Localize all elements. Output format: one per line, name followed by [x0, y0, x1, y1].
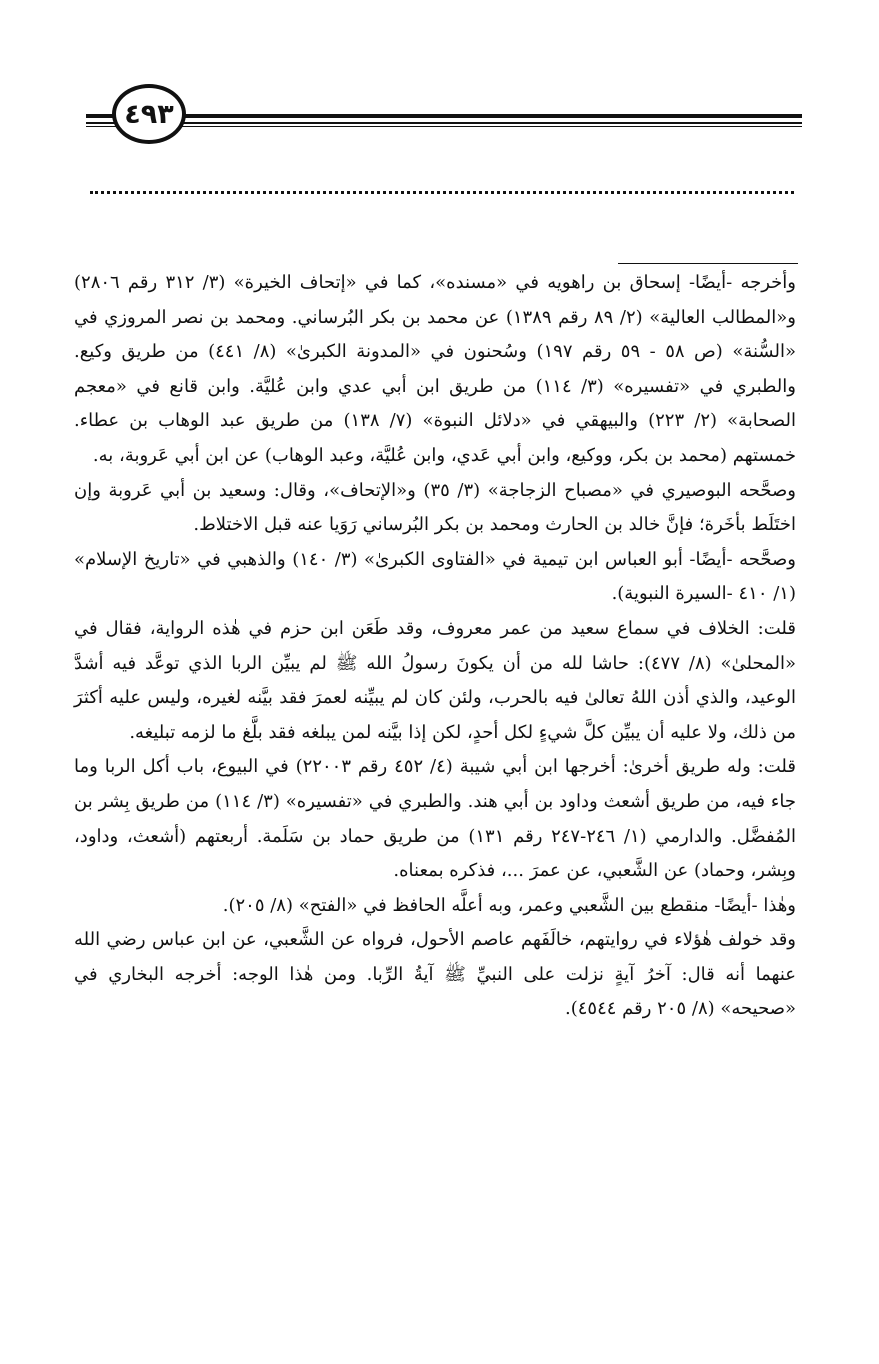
paragraph: وأخرجه -أيضًا- إسحاق بن راهويه في «مسنده»، كما في «إتحاف الخيرة» (٣/ ٣١٢ رقم ٢٨٠٦) و«المطالب العالية» (٢/ ٨٩ رقم ١٣٨٩) عن محمد بن بكر البُرساني. ومحمد بن نصر المروزي في «السُّنة» (ص ٥٨ - ٥٩ رقم ١٩٧) وسُحنون في «المدونة الكبرىٰ» (٨/ ٤٤١) من طريق وكيع. والطبري في «تفسيره» (٣/ ١١٤) من طريق ابن أبي عدي وابن عُليَّة. وابن قانع في «معجم الصحابة» (٢/ ٢٢٣) والبيهقي في «دلائل النبوة» (٧/ ١٣٨) من طريق عبد الوهاب بن عطاء. خمستهم (محمد بن بكر، ووكيع، وابن أبي عَدي، وابن عُليَّة، وعبد الوهاب) عن ابن أبي عَروبة، به. — [74, 272, 796, 466]
header-rule-thick — [86, 114, 802, 118]
paragraph: قلت: وله طريق أخرىٰ: أخرجها ابن أبي شيبة (٤/ ٤٥٢ رقم ٢٢٠٠٣) في البيوع، باب أكل الربا وما جاء فيه، من طريق أشعث وداود بن أبي هند. والطبري في «تفسيره» (٣/ ١١٤) من طريق بِشر بن المُفضَّل. والدارمي (١/ ٢٤٦-٢٤٧ رقم ١٣١) من طريق حماد بن سَلَمة. أربعتهم (أشعث، وداود، وبِشر، وحماد) عن الشَّعبي، عن عمرَ ...، فذكره بمعناه. — [74, 756, 796, 882]
page-number: ٤٩٣ — [124, 98, 174, 130]
paragraph: وهٰذا -أيضًا- منقطع بين الشَّعبي وعمر، وبه أعلَّه الحافظ في «الفتح» (٨/ ٢٠٥). — [222, 894, 796, 916]
paragraph: قلت: الخلاف في سماع سعيد من عمر معروف، وقد طَعَن ابن حزم في هٰذه الرواية، فقال في «المحلىٰ» (٨/ ٤٧٧): حاشا لله من أن يكونَ رسولُ الله ﷺ لم يبيِّن الربا الذي توعَّد فيه أشدَّ الوعيد، والذي أذن اللهُ تعالىٰ فيه بالحرب، ولئن كان لم يبيِّنه لعمرَ فقد بيَّنه لغيره، وليس عليه أكثرَ من ذلك، ولا عليه أن يبيِّن كلَّ شيءٍ لكل أحدٍ، لكن إذا بيَّنه لمن يبلغه فقد بلَّغ ما لزمه تبليغه. — [74, 617, 796, 743]
paragraph: وصحَّحه -أيضًا- أبو العباس ابن تيمية في «الفتاوى الكبرىٰ» (٣/ ١٤٠) والذهبي في «تاريخ الإسلام» (١/ ٤١٠ -السيرة النبوية). — [74, 548, 796, 605]
footnote-text — [74, 266, 796, 1027]
dotted-separator — [90, 191, 794, 194]
paragraph: وقد خولف هٰؤلاء في روايتهم، خالَفَهم عاصم الأحول، فرواه عن الشَّعبي، عن ابن عباس رضي الله عنهما أنه قال: آخرُ آيةٍ نزلت على النبيِّ ﷺ آيةُ الرِّبا. ومن هٰذا الوجه: أخرجه البخاري في «صحيحه» (٨/ ٢٠٥ رقم ٤٥٤٤). — [74, 929, 796, 1020]
paragraph: وصحَّحه البوصيري في «مصباح الزجاجة» (٣/ ٣٥) و«الإتحاف»، وقال: وسعيد بن أبي عَروبة وإن اختَلَط بأخَرة؛ فإنَّ خالد بن الحارث ومحمد بن بكر البُرساني رَوَيا عنه قبل الاختلاط. — [74, 479, 796, 536]
page-number-badge — [112, 84, 186, 144]
footnote-separator-rule — [618, 263, 798, 264]
header-rule-middle — [86, 122, 802, 124]
header-rule-thin — [86, 126, 802, 127]
